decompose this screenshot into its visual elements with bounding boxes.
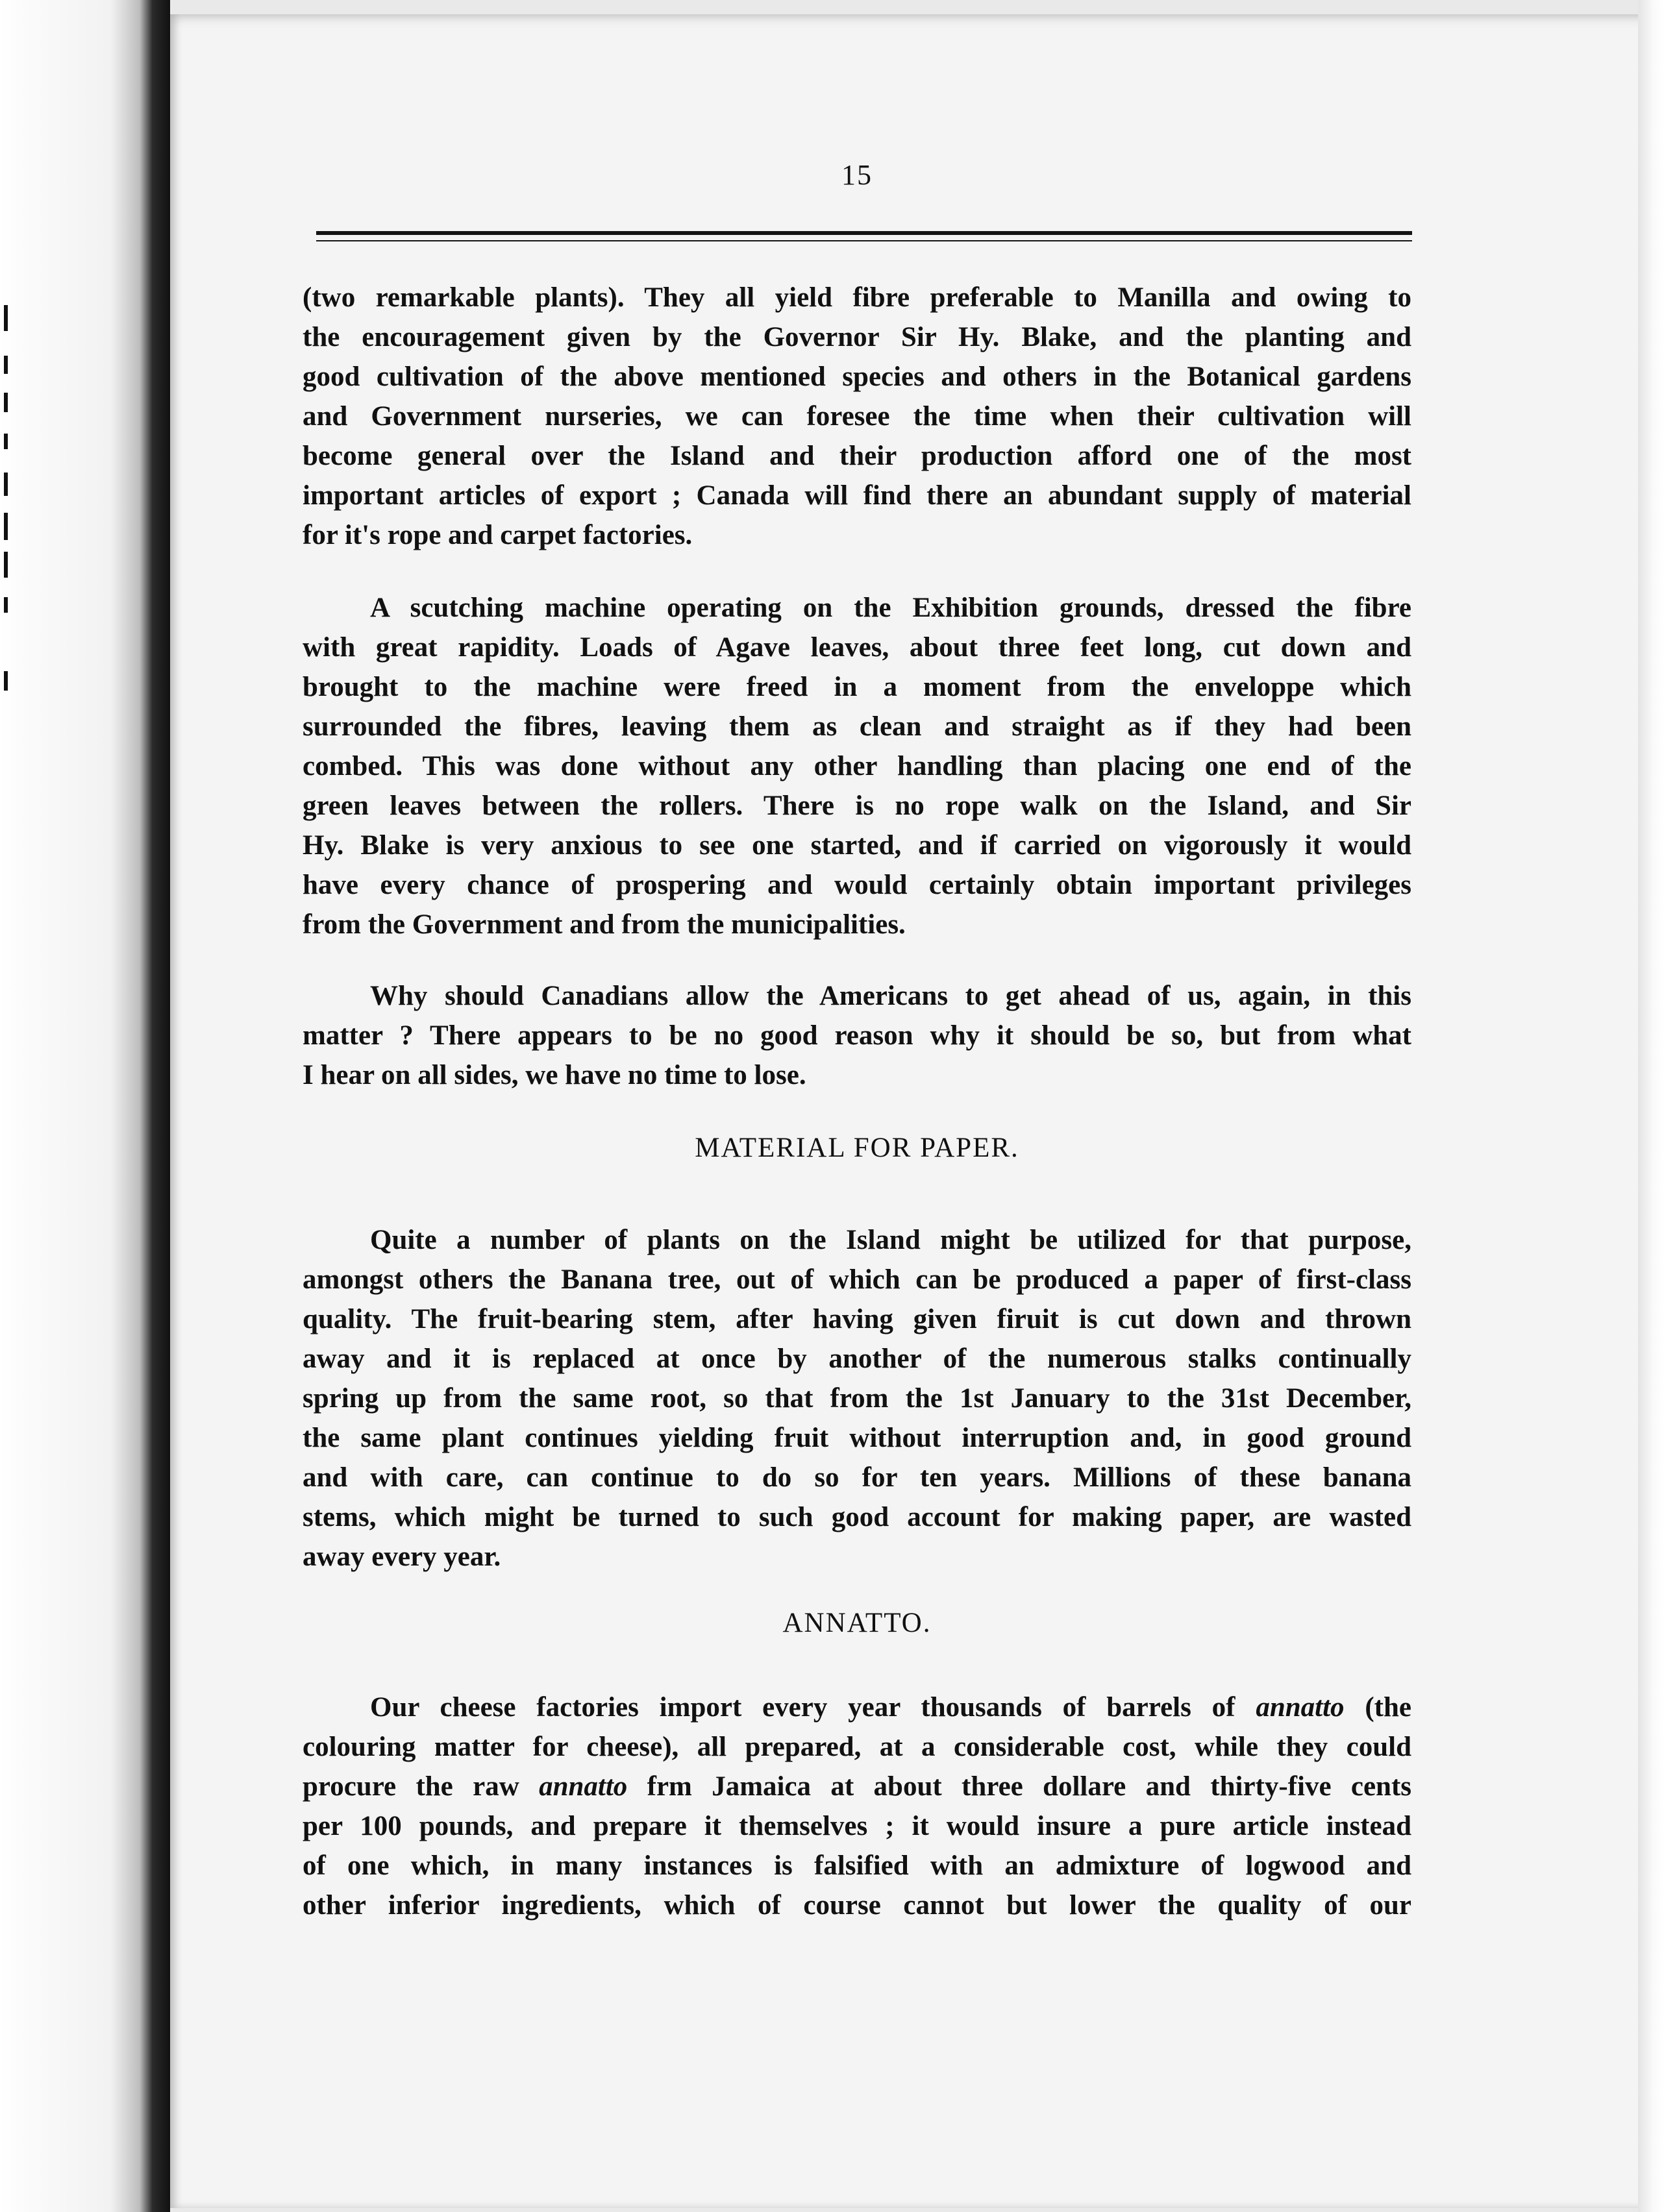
text-line: and with care, can continue to do so for ten years. Millions of these banana [303, 1462, 1411, 1493]
text-line: A scutching machine operating on the Exhibition grounds, dressed the fibre [370, 593, 1411, 623]
bleed-mark [4, 305, 8, 331]
text-line: of one which, in many instances is falsified with an admixture of logwood and [303, 1850, 1411, 1881]
text-line: away every year. [303, 1542, 501, 1572]
section-heading-annatto: ANNATTO. [782, 1608, 932, 1638]
text-fragment: frm Jamaica at about three dollare and thirty-five cents [627, 1771, 1411, 1802]
paragraph-banana-paper [303, 1220, 1411, 1577]
italic-term: annatto [1256, 1692, 1345, 1723]
bleed-mark [4, 393, 8, 412]
text-line: combed. This was done without any other handling than placing one end of the [303, 751, 1411, 781]
text-line: (two remarkable plants). They all yield fibre preferable to Manilla and owing to [303, 282, 1411, 313]
text-line: amongst others the Banana tree, out of which can be produced a paper of first-class [303, 1264, 1411, 1295]
text-line: per 100 pounds, and prepare it themselves ; it would insure a pure article instead [303, 1811, 1411, 1841]
text-line: for it's rope and carpet factories. [303, 520, 693, 550]
bleed-mark [4, 552, 8, 578]
text-line: have every chance of prospering and would certainly obtain important privileges [303, 870, 1411, 900]
text-line: other inferior ingredients, which of course cannot but lower the quality of our [303, 1890, 1411, 1921]
text-line: the same plant continues yielding fruit without interruption and, in good ground [303, 1423, 1411, 1453]
text-line: the encouragement given by the Governor Sir Hy. Blake, and the planting and [303, 322, 1411, 352]
section-heading-material-for-paper: MATERIAL FOR PAPER. [695, 1133, 1019, 1163]
text-line [303, 1688, 1411, 1727]
paragraph-scutching-machine [303, 588, 1411, 944]
text-line: matter ? There appears to be no good reason why it should be so, but from what [303, 1020, 1411, 1051]
text-line: quality. The fruit-bearing stem, after having given firuit is cut down and thrown [303, 1304, 1411, 1334]
bleed-mark [4, 513, 8, 540]
text-line: Hy. Blake is very anxious to see one started, and if carried on vigorously it would [303, 830, 1411, 861]
text-line: away and it is replaced at once by another of the numerous stalks continually [303, 1344, 1411, 1374]
paragraph-canadians [303, 976, 1411, 1095]
page-right-edge [1638, 0, 1664, 2212]
bleed-mark [4, 671, 8, 691]
text-line: stems, which might be turned to such good account for making paper, are wasted [303, 1502, 1411, 1532]
text-line: brought to the machine were freed in a moment from the enveloppe which [303, 672, 1411, 702]
bleed-mark [4, 434, 8, 449]
scanner-margin [0, 0, 170, 2212]
text-fragment: procure the raw [303, 1771, 540, 1802]
header-rule-thick [316, 231, 1412, 235]
text-fragment: Our cheese factories import every year thousands of barrels of [370, 1692, 1256, 1723]
header-rule-thin [316, 240, 1412, 241]
text-line [303, 1767, 1411, 1806]
page-number: 15 [841, 159, 873, 191]
bleed-mark [4, 473, 8, 496]
text-line: surrounded the fibres, leaving them as clean and straight as if they had been [303, 711, 1411, 742]
text-line: and Government nurseries, we can foresee the time when their cultivation will [303, 401, 1411, 432]
text-line: become general over the Island and their production afford one of the most [303, 441, 1411, 471]
paragraph-fibre-plants [303, 278, 1411, 555]
text-line: from the Government and from the municipalities. [303, 909, 906, 940]
text-line: I hear on all sides, we have no time to lose. [303, 1060, 806, 1090]
text-line: Quite a number of plants on the Island might be utilized for that purpose, [370, 1225, 1411, 1255]
text-line: important articles of export ; Canada will find there an abundant supply of material [303, 480, 1411, 511]
text-line: green leaves between the rollers. There is no rope walk on the Island, and Sir [303, 791, 1411, 821]
text-line: spring up from the same root, so that from the 1st January to the 31st December, [303, 1383, 1411, 1414]
paragraph-annatto [303, 1688, 1411, 1925]
bleed-mark [4, 356, 8, 374]
bleed-mark [4, 597, 8, 613]
italic-term: annatto [539, 1771, 628, 1802]
text-line: good cultivation of the above mentioned species and others in the Botanical gardens [303, 362, 1411, 392]
text-line: colouring matter for cheese), all prepared, at a considerable cost, while they could [303, 1732, 1411, 1762]
text-fragment: (the [1344, 1692, 1412, 1723]
text-line: Why should Canadians allow the Americans to get ahead of us, again, in this [370, 981, 1411, 1011]
text-line: with great rapidity. Loads of Agave leaves, about three feet long, cut down and [303, 632, 1411, 663]
